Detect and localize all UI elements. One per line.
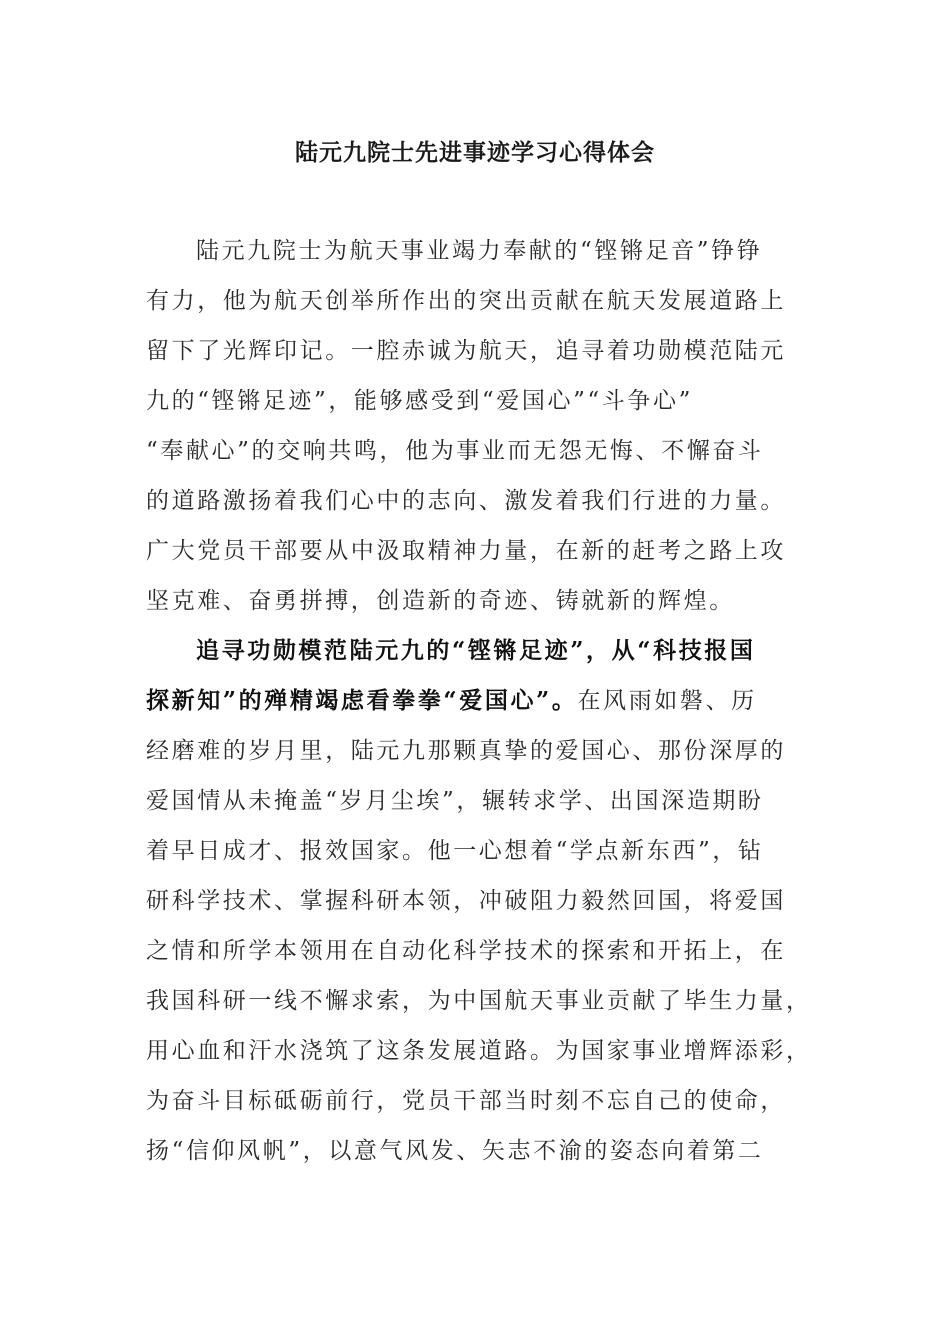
- text-line: 九的“铿锵足迹”，能够感受到“爱国心”“斗争心”: [146, 388, 693, 414]
- text-line: 有力，他为航天创举所作出的突出贡献在航天发展道路上: [146, 288, 786, 314]
- text-line: 扬“信仰风帆”，以意气风发、矢志不渝的姿态向着第二: [146, 1138, 764, 1164]
- text-line: 我国科研一线不懈求索，为中国航天事业贡献了毕生力量，: [146, 988, 812, 1014]
- text-segment: 在风雨如磐、历: [577, 688, 757, 714]
- section-heading-line: 追寻功勋模范陆元九的“铿锵足迹”，从“科技报国: [196, 637, 756, 664]
- text-line: 广大党员干部要从中汲取精神力量，在新的赶考之路上攻: [146, 538, 786, 564]
- text-line: 用心血和汗水浇筑了这条发展道路。为国家事业增辉添彩，: [146, 1038, 812, 1064]
- text-line: 的道路激扬着我们心中的志向、激发着我们行进的力量。: [146, 488, 786, 514]
- text-line: 研科学技术、掌握科研本领，冲破阻力毅然回国，将爱国: [146, 888, 786, 914]
- text-line: 坚克难、奋勇拼搏，创造新的奇迹、铸就新的辉煌。: [146, 588, 735, 614]
- document-title: 陆元九院士先进事迹学习心得体会: [295, 139, 655, 166]
- text-line: 留下了光辉印记。一腔赤诚为航天，追寻着功勋模范陆元: [146, 338, 786, 364]
- text-line: 陆元九院士为航天事业竭力奉献的“铿锵足音”铮铮: [196, 238, 763, 264]
- section-heading-end: 探新知”的殚精竭虑看拳拳“爱国心”。: [146, 687, 578, 714]
- text-line: 经磨难的岁月里，陆元九那颗真挚的爱国心、那份深厚的: [146, 738, 786, 764]
- document-body: [146, 232, 812, 1182]
- text-line: 为奋斗目标砥砺前行，党员干部当时刻不忘自己的使命，: [146, 1088, 786, 1114]
- text-line: 着早日成才、报效国家。他一心想着“学点新东西”，钻: [146, 838, 764, 864]
- text-line: “奉献心”的交响共鸣，他为事业而无怨无悔、不懈奋斗: [146, 438, 764, 464]
- text-line: 爱国情从未掩盖“岁月尘埃”，辗转求学、出国深造期盼: [146, 788, 764, 814]
- text-line: 之情和所学本领用在自动化科学技术的探索和开拓上，在: [146, 938, 786, 964]
- mixed-line: [146, 682, 796, 732]
